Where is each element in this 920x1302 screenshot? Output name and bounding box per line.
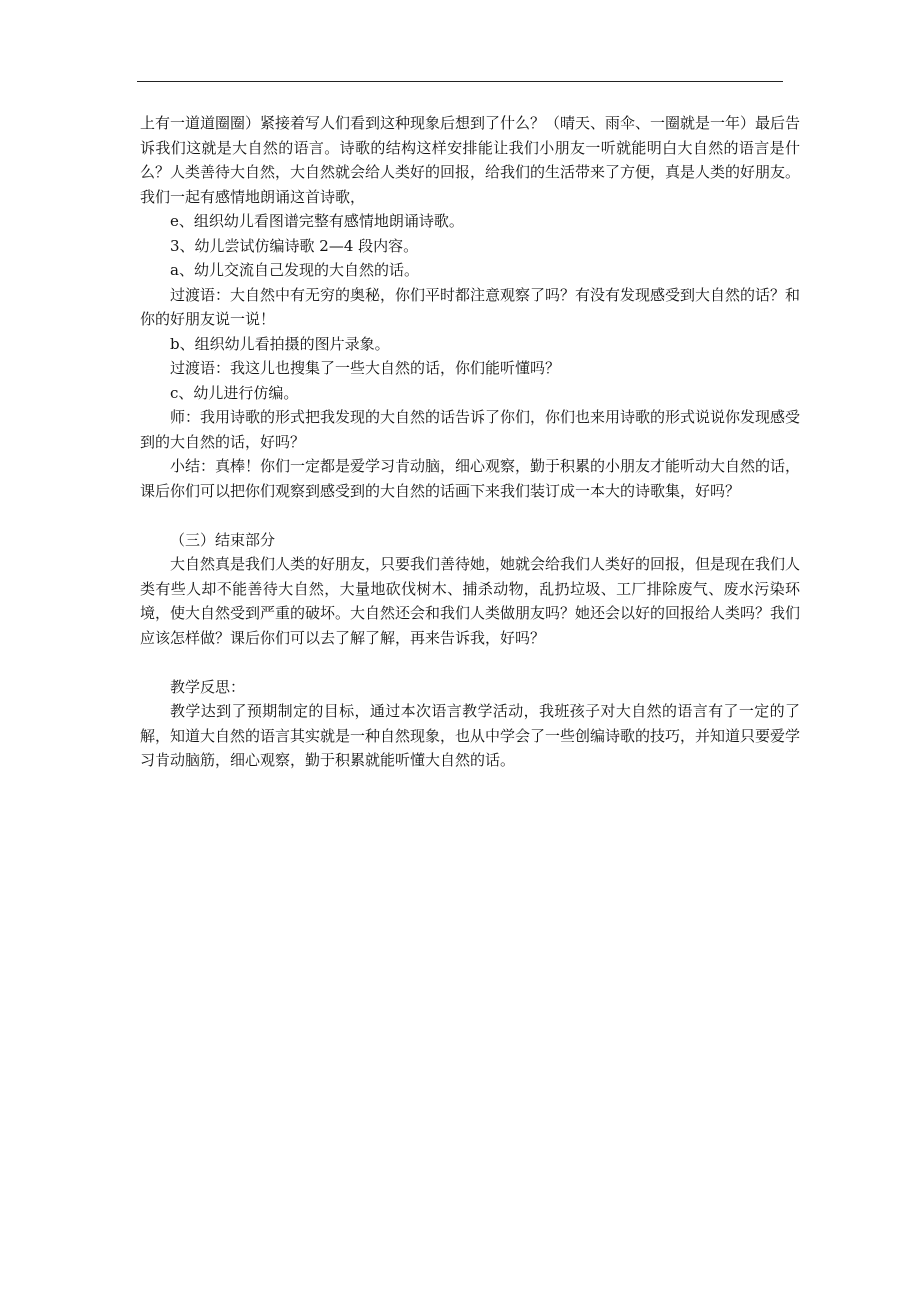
section-heading-reflection: 教学反思： (170, 677, 246, 696)
teacher-prompt: 师：我用诗歌的形式把我发现的大自然的话告诉了你们，你们也来用诗歌的形式说说你发现感受到的大自然的话，好吗？ (140, 408, 801, 451)
transition-2: 过渡语：我这儿也搜集了一些大自然的话，你们能听懂吗？ (170, 359, 561, 377)
header-rule (137, 81, 783, 82)
section-heading-conclusion: （三）结束部分 (170, 530, 276, 549)
document-body (140, 111, 800, 773)
step-e: e、组织幼儿看图谱完整有感情地朗诵诗歌。 (170, 212, 464, 230)
step-3: 3、幼儿尝试仿编诗歌 2—4 段内容。 (170, 236, 419, 255)
step-a: a、幼儿交流自己发现的大自然的话。 (170, 261, 419, 279)
step-b: b、组织幼儿看拍摄的图片录象。 (170, 334, 390, 353)
paragraph-continuation: 上有一道道圈圈）紧接着写人们看到这种现象后想到了什么？（晴天、雨伞、一圈就是一年）最后告诉我们这就是大自然的语言。诗歌的结构这样安排能让我们小朋友一听就能明白大自然的语言是什么？人类善待大自然，大自然就会给人类好的回报，给我们的生活带来了方便，真是人类的好朋友。我们一起有感情地朗诵这首诗歌， (140, 114, 801, 206)
transition-1: 过渡语：大自然中有无穷的奥秘，你们平时都注意观察了吗？有没有发现感受到大自然的话？和你的好朋友说一说！ (140, 285, 801, 328)
spacer (140, 503, 800, 528)
summary: 小结：真棒！你们一定都是爱学习肯动脑，细心观察，勤于积累的小朋友才能听动大自然的话，课后你们可以把你们观察到感受到的大自然的话画下来我们装订成一本大的诗歌集，好吗？ (140, 457, 801, 500)
step-c: c、幼儿进行仿编。 (170, 383, 299, 402)
conclusion-paragraph: 大自然真是我们人类的好朋友，只要我们善待她，她就会给我们人类好的回报，但是现在我们人类有些人却不能善待大自然，大量地砍伐树木、捕杀动物，乱扔垃圾、工厂排除废气、废水污染环境，使大自然受到严重的破坏。大自然还会和我们人类做朋友吗？她还会以好的回报给人类吗？我们应该怎样做？课后你们可以去了解了解，再来告诉我，好吗？ (140, 555, 801, 647)
reflection-paragraph: 教学达到了预期制定的目标，通过本次语言教学活动，我班孩子对大自然的语言有了一定的了解，知道大自然的语言其实就是一种自然现象，也从中学会了一些创编诗歌的技巧，并知道只要爱学习肯动脑筋，细心观察，勤于积累就能听懂大自然的话。 (140, 702, 801, 769)
spacer (140, 650, 800, 675)
